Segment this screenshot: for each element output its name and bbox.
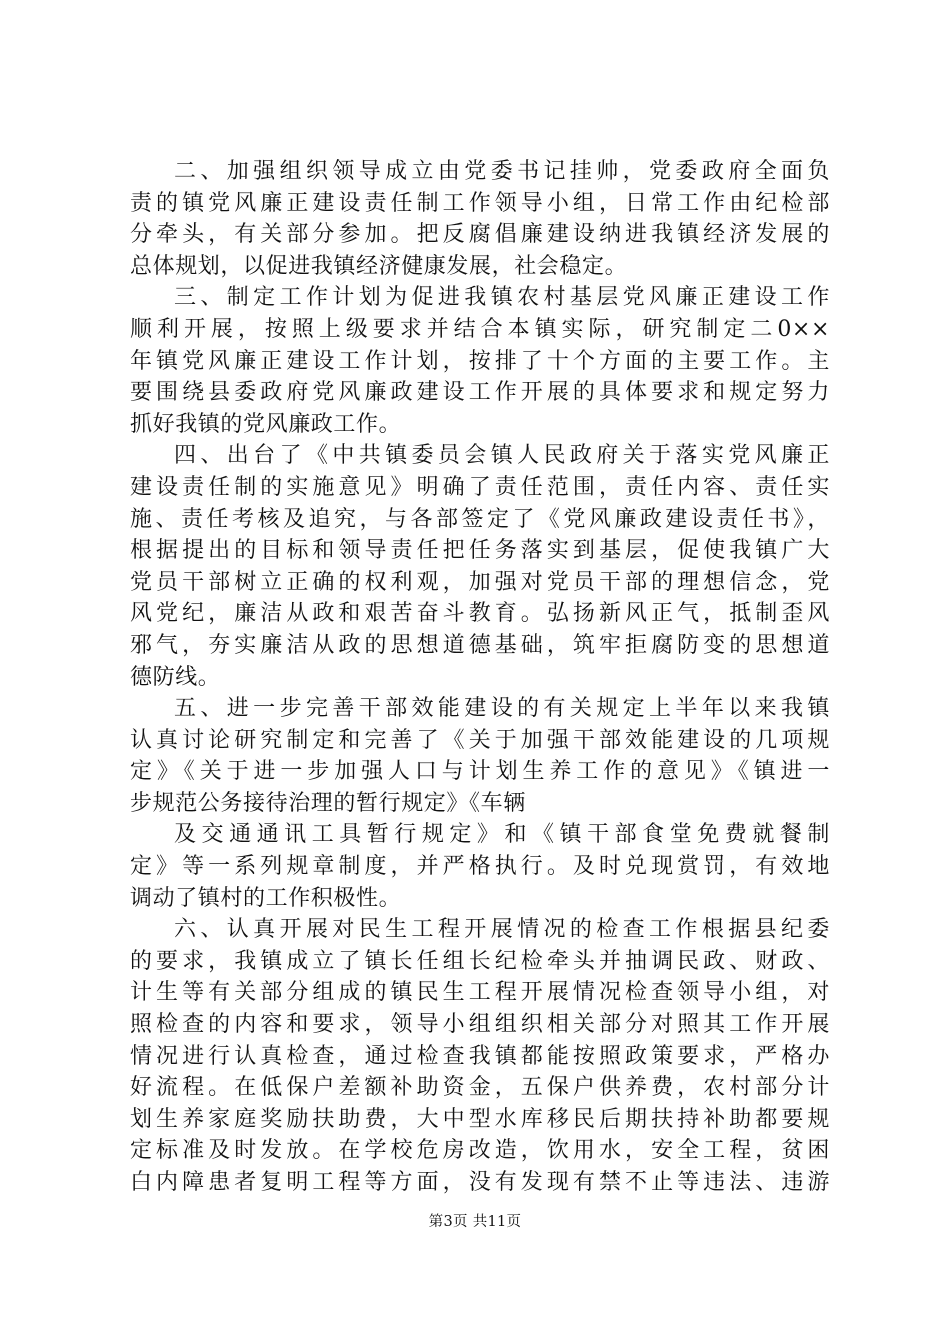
paragraph-line: 好流程。在低保户差额补助资金，五保户供养费，农村部分计 (130, 1075, 830, 1101)
paragraph-line: 责的镇党风廉正建设责任制工作领导小组，日常工作由纪检部 (130, 190, 830, 216)
paragraph-line: 要围绕县委政府党风廉政建设工作开展的具体要求和规定努力 (130, 380, 830, 406)
paragraph-line: 德防线。 (130, 664, 221, 690)
paragraph-line: 及交通通讯工具暂行规定》和《镇干部食堂免费就餐制 (174, 822, 830, 848)
paragraph-line: 定标准及时发放。在学校危房改造，饮用水，安全工程，贫困 (130, 1138, 830, 1164)
paragraph-line: 的要求，我镇成立了镇长任组长纪检牵头并抽调民政、财政、 (130, 948, 830, 974)
paragraph-line: 白内障患者复明工程等方面，没有发现有禁不止等违法、违游 (130, 1170, 830, 1195)
paragraph-line: 总体规划，以促进我镇经济健康发展，社会稳定。 (130, 253, 628, 279)
paragraph-line: 顺利开展，按照上级要求并结合本镇实际，研究制定二0×× (130, 316, 830, 342)
paragraph-line: 抓好我镇的党风廉政工作。 (130, 411, 402, 437)
paragraph-line: 四、出台了《中共镇委员会镇人民政府关于落实党风廉正 (174, 443, 830, 469)
paragraph-line: 根据提出的目标和领导责任把任务落实到基层，促使我镇广大 (130, 538, 830, 564)
paragraph-line: 施、责任考核及追究，与各部签定了《党风廉政建设责任书》， (130, 506, 830, 532)
paragraph-line: 定》等一系列规章制度，并严格执行。及时兑现赏罚，有效地 (130, 854, 830, 880)
paragraph-line: 建设责任制的实施意见》明确了责任范围，责任内容、责任实 (130, 474, 830, 500)
paragraph-line: 计生等有关部分组成的镇民生工程开展情况检查领导小组，对 (130, 980, 830, 1006)
paragraph-line: 分牵头，有关部分参加。把反腐倡廉建设纳进我镇经济发展的 (130, 222, 830, 248)
paragraph-line: 定》《关于进一步加强人口与计划生养工作的意见》《镇进一 (130, 759, 830, 785)
document-body (130, 156, 830, 1199)
paragraph-line: 照检查的内容和要求，领导小组组织相关部分对照其工作开展 (130, 1012, 830, 1038)
paragraph-line: 六、认真开展对民生工程开展情况的检查工作根据县纪委 (174, 917, 830, 943)
paragraph-line: 党员干部树立正确的权利观，加强对党员干部的理想信念，党 (130, 569, 830, 595)
paragraph-line: 二、加强组织领导成立由党委书记挂帅，党委政府全面负 (174, 159, 830, 184)
paragraph-line: 邪气，夯实廉洁从政的思想道德基础，筑牢拒腐防变的思想道 (130, 632, 830, 658)
paragraph-line: 风党纪，廉洁从政和艰苦奋斗教育。弘扬新风正气，抵制歪风 (130, 601, 830, 627)
paragraph-line: 认真讨论研究制定和完善了《关于加强干部效能建设的几项规 (130, 727, 830, 753)
paragraph-line: 年镇党风廉正建设工作计划，按排了十个方面的主要工作。主 (130, 348, 830, 374)
paragraph-line: 五、进一步完善干部效能建设的有关规定上半年以来我镇 (174, 696, 830, 722)
paragraph-line: 三、制定工作计划为促进我镇农村基层党风廉正建设工作 (174, 285, 830, 311)
paragraph-line: 情况进行认真检查，通过检查我镇都能按照政策要求，严格办 (130, 1043, 830, 1069)
paragraph-line: 划生养家庭奖励扶助费，大中型水库移民后期扶持补助都要规 (130, 1106, 830, 1132)
paragraph-line: 调动了镇村的工作积极性。 (130, 885, 402, 911)
paragraph-line: 步规范公务接待治理的暂行规定》《车辆 (130, 790, 526, 816)
page-footer: 第3页 共11页 (428, 1214, 522, 1230)
